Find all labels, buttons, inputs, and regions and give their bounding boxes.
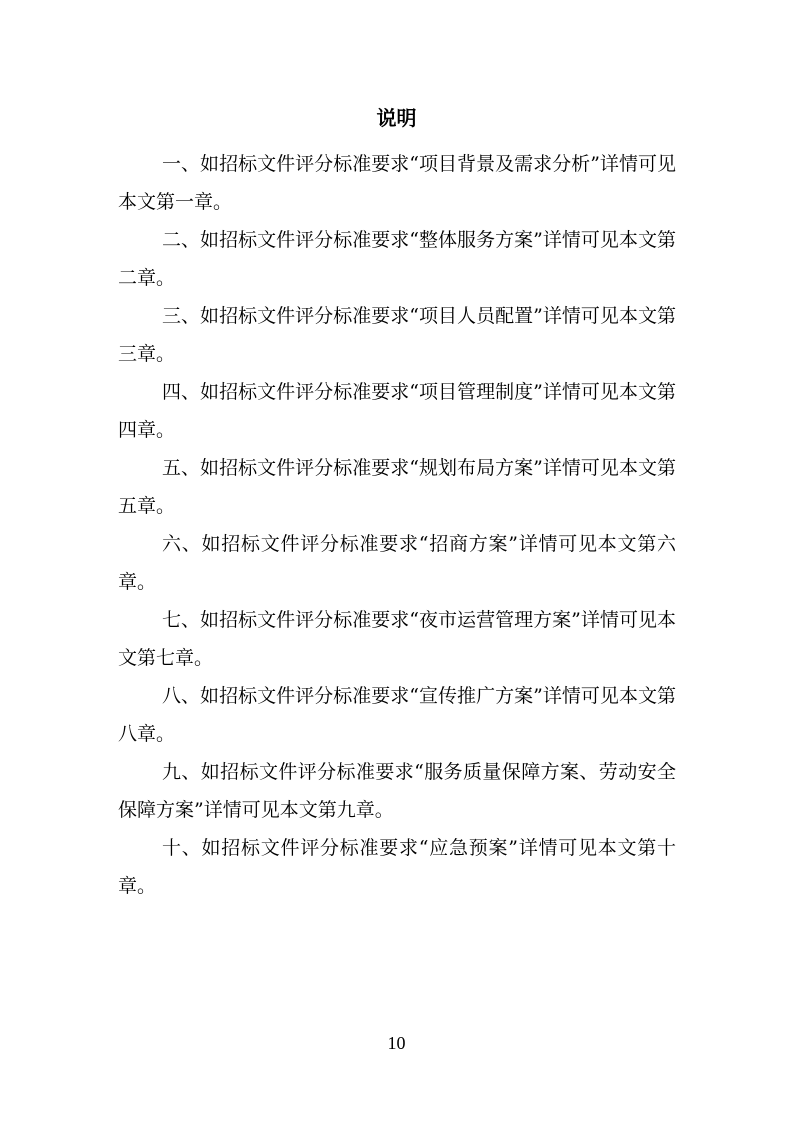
paragraph-8: 八、如招标文件评分标准要求“宣传推广方案”详情可见本文第八章。 [118, 685, 676, 745]
paragraph-5: 五、如招标文件评分标准要求“规划布局方案”详情可见本文第五章。 [118, 457, 676, 517]
document-body [118, 145, 676, 905]
paragraph-2: 二、如招标文件评分标准要求“整体服务方案”详情可见本文第二章。 [118, 229, 676, 289]
paragraph-9: 九、如招标文件评分标准要求“服务质量保障方案、劳动安全保障方案”详情可见本文第九章。 [118, 761, 676, 821]
paragraph-6: 六、如招标文件评分标准要求“招商方案”详情可见本文第六章。 [118, 533, 676, 593]
paragraph-7: 七、如招标文件评分标准要求“夜市运营管理方案”详情可见本文第七章。 [118, 609, 676, 669]
document-title: 说明 [376, 106, 417, 130]
paragraph-4: 四、如招标文件评分标准要求“项目管理制度”详情可见本文第四章。 [118, 381, 676, 441]
page-number: 10 [387, 1033, 406, 1053]
paragraph-10: 十、如招标文件评分标准要求“应急预案”详情可见本文第十章。 [118, 837, 676, 897]
paragraph-3: 三、如招标文件评分标准要求“项目人员配置”详情可见本文第三章。 [118, 305, 676, 365]
paragraph-1: 一、如招标文件评分标准要求“项目背景及需求分析”详情可见本文第一章。 [118, 153, 676, 213]
